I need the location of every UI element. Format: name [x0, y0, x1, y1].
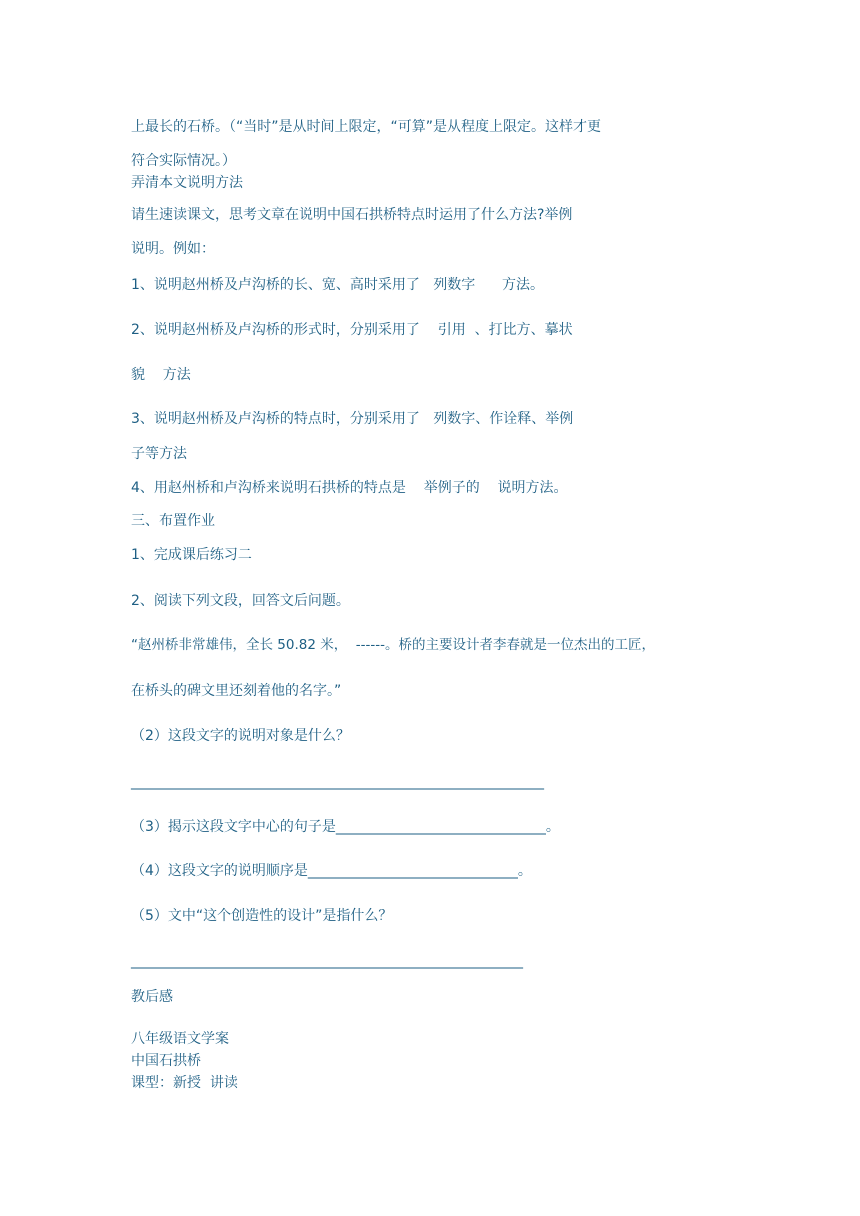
text-line-5: 说明。例如： [131, 241, 215, 257]
method-item-2-cont: 貌 方法 [131, 367, 191, 383]
text-line-1: 上最长的石桥。（“当时”是从时间上限定，“可算”是从程度上限定。这样才更 [131, 119, 602, 135]
homework-item-2: 2、阅读下列文段，回答文后问题。 [131, 593, 350, 609]
answer-blank-5: ________________________________________________________ [131, 953, 523, 969]
section-heading-methods: 弄清本文说明方法 [131, 175, 243, 191]
lesson-type: 课型：新授 讲读 [131, 1075, 238, 1091]
method-item-3: 3、说明赵州桥及卢沟桥的特点时，分别采用了 列数字、作诠释、举例 [131, 411, 574, 427]
method-item-3-cont: 子等方法 [131, 446, 187, 462]
text-line-2: 符合实际情况。） [131, 153, 236, 169]
question-3: （3）揭示这段文字中心的句子是______________________________。 [131, 819, 560, 835]
text-line-4: 请生速读课文，思考文章在说明中国石拱桥特点时运用了什么方法?举例 [131, 207, 573, 223]
quoted-passage-line-1: “赵州桥非常雄伟，全长 50.82 米， ------。桥的主要设计者李春就是一位杰出的工匠， [131, 637, 656, 653]
lesson-title: 中国石拱桥 [131, 1053, 201, 1069]
question-5: （5）文中“这个创造性的设计”是指什么？ [131, 908, 393, 924]
reflection-heading: 教后感 [131, 989, 173, 1005]
answer-blank-2: ___________________________________________________________ [131, 774, 544, 790]
worksheet-title: 八年级语文学案 [131, 1031, 229, 1047]
homework-item-1: 1、完成课后练习二 [131, 547, 252, 563]
question-2: （2）这段文字的说明对象是什么？ [131, 728, 350, 744]
quoted-passage-line-2: 在桥头的碑文里还刻着他的名字。” [131, 683, 342, 699]
question-4: （4）这段文字的说明顺序是______________________________。 [131, 863, 532, 879]
method-item-2: 2、说明赵州桥及卢沟桥的形式时，分别采用了 引用 、打比方、摹状 [131, 322, 573, 338]
method-item-4: 4、用赵州桥和卢沟桥来说明石拱桥的特点是 举例子的 说明方法。 [131, 480, 568, 496]
method-item-1: 1、说明赵州桥及卢沟桥的长、宽、高时采用了 列数字 方法。 [131, 277, 544, 293]
section-heading-homework: 三、布置作业 [131, 513, 215, 529]
